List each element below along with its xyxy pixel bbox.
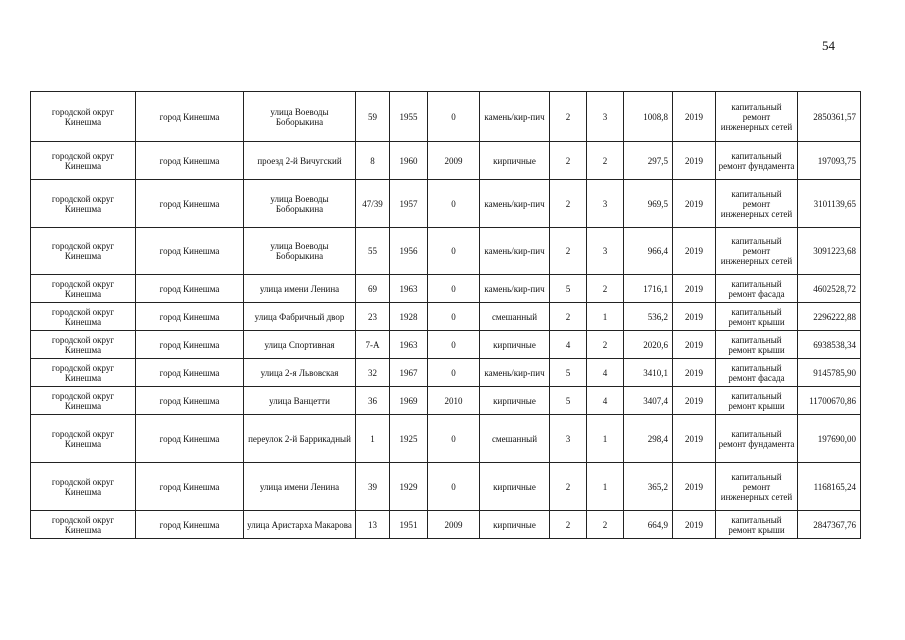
district-cell: городской округ Кинешма (31, 359, 136, 387)
table-body (31, 92, 861, 539)
city-cell: город Кинешма (136, 359, 244, 387)
street-cell: улица Аристарха Макарова (244, 511, 356, 539)
cost-cell: 3091223,68 (798, 228, 861, 275)
table-row (31, 275, 861, 303)
district-cell: городской округ Кинешма (31, 275, 136, 303)
street-cell: улица Воеводы Боборыкина (244, 180, 356, 228)
area-cell: 536,2 (624, 303, 673, 331)
floors-cell: 2 (550, 180, 587, 228)
floors-cell: 2 (550, 228, 587, 275)
entrances-cell: 1 (587, 303, 624, 331)
work-type-cell: капитальный ремонт крыши (716, 387, 798, 415)
entrances-cell: 1 (587, 463, 624, 511)
year-built-cell: 1969 (390, 387, 428, 415)
area-cell: 298,4 (624, 415, 673, 463)
wall-material-cell: камень/кир-пич (480, 92, 550, 142)
area-cell: 966,4 (624, 228, 673, 275)
plan-year-cell: 2019 (673, 275, 716, 303)
work-type-cell: капитальный ремонт крыши (716, 331, 798, 359)
cost-cell: 1168165,24 (798, 463, 861, 511)
last-repair-year-cell: 0 (428, 463, 480, 511)
table-row (31, 511, 861, 539)
city-cell: город Кинешма (136, 275, 244, 303)
work-type-cell: капитальный ремонт фундамента (716, 142, 798, 180)
house-number-cell: 1 (356, 415, 390, 463)
area-cell: 1716,1 (624, 275, 673, 303)
table-row (31, 180, 861, 228)
cost-cell: 2850361,57 (798, 92, 861, 142)
last-repair-year-cell: 0 (428, 275, 480, 303)
wall-material-cell: кирпичные (480, 331, 550, 359)
wall-material-cell: кирпичные (480, 463, 550, 511)
year-built-cell: 1951 (390, 511, 428, 539)
wall-material-cell: кирпичные (480, 387, 550, 415)
city-cell: город Кинешма (136, 92, 244, 142)
cost-cell: 197093,75 (798, 142, 861, 180)
table-row (31, 92, 861, 142)
floors-cell: 2 (550, 463, 587, 511)
floors-cell: 5 (550, 387, 587, 415)
plan-year-cell: 2019 (673, 415, 716, 463)
cost-cell: 11700670,86 (798, 387, 861, 415)
last-repair-year-cell: 0 (428, 303, 480, 331)
work-type-cell: капитальный ремонт инженерных сетей (716, 180, 798, 228)
wall-material-cell: камень/кир-пич (480, 359, 550, 387)
city-cell: город Кинешма (136, 511, 244, 539)
entrances-cell: 4 (587, 387, 624, 415)
street-cell: улица Ванцетти (244, 387, 356, 415)
entrances-cell: 4 (587, 359, 624, 387)
plan-year-cell: 2019 (673, 331, 716, 359)
area-cell: 969,5 (624, 180, 673, 228)
house-number-cell: 32 (356, 359, 390, 387)
floors-cell: 5 (550, 275, 587, 303)
city-cell: город Кинешма (136, 415, 244, 463)
year-built-cell: 1928 (390, 303, 428, 331)
work-type-cell: капитальный ремонт крыши (716, 303, 798, 331)
table-row (31, 359, 861, 387)
page-number: 54 (822, 38, 835, 53)
floors-cell: 2 (550, 92, 587, 142)
house-number-cell: 7-А (356, 331, 390, 359)
house-number-cell: 55 (356, 228, 390, 275)
last-repair-year-cell: 2009 (428, 142, 480, 180)
cost-cell: 2847367,76 (798, 511, 861, 539)
wall-material-cell: камень/кир-пич (480, 228, 550, 275)
entrances-cell: 3 (587, 180, 624, 228)
repair-registry-table (30, 91, 861, 539)
table-row (31, 228, 861, 275)
cost-cell: 197690,00 (798, 415, 861, 463)
floors-cell: 4 (550, 331, 587, 359)
plan-year-cell: 2019 (673, 142, 716, 180)
floors-cell: 2 (550, 303, 587, 331)
table-row (31, 463, 861, 511)
plan-year-cell: 2019 (673, 92, 716, 142)
last-repair-year-cell: 2009 (428, 511, 480, 539)
cost-cell: 9145785,90 (798, 359, 861, 387)
plan-year-cell: 2019 (673, 359, 716, 387)
cost-cell: 4602528,72 (798, 275, 861, 303)
district-cell: городской округ Кинешма (31, 463, 136, 511)
year-built-cell: 1960 (390, 142, 428, 180)
house-number-cell: 13 (356, 511, 390, 539)
city-cell: город Кинешма (136, 387, 244, 415)
wall-material-cell: смешанный (480, 303, 550, 331)
plan-year-cell: 2019 (673, 387, 716, 415)
house-number-cell: 39 (356, 463, 390, 511)
entrances-cell: 3 (587, 228, 624, 275)
last-repair-year-cell: 0 (428, 359, 480, 387)
entrances-cell: 2 (587, 275, 624, 303)
house-number-cell: 36 (356, 387, 390, 415)
floors-cell: 5 (550, 359, 587, 387)
district-cell: городской округ Кинешма (31, 303, 136, 331)
city-cell: город Кинешма (136, 142, 244, 180)
district-cell: городской округ Кинешма (31, 331, 136, 359)
street-cell: улица Фабричный двор (244, 303, 356, 331)
plan-year-cell: 2019 (673, 303, 716, 331)
plan-year-cell: 2019 (673, 511, 716, 539)
cost-cell: 3101139,65 (798, 180, 861, 228)
year-built-cell: 1963 (390, 275, 428, 303)
area-cell: 3410,1 (624, 359, 673, 387)
house-number-cell: 69 (356, 275, 390, 303)
street-cell: проезд 2-й Вичугский (244, 142, 356, 180)
table-row (31, 415, 861, 463)
street-cell: улица имени Ленина (244, 463, 356, 511)
street-cell: улица Спортивная (244, 331, 356, 359)
district-cell: городской округ Кинешма (31, 142, 136, 180)
wall-material-cell: смешанный (480, 415, 550, 463)
year-built-cell: 1955 (390, 92, 428, 142)
last-repair-year-cell: 0 (428, 228, 480, 275)
last-repair-year-cell: 0 (428, 180, 480, 228)
plan-year-cell: 2019 (673, 180, 716, 228)
street-cell: улица 2-я Львовская (244, 359, 356, 387)
year-built-cell: 1925 (390, 415, 428, 463)
last-repair-year-cell: 0 (428, 92, 480, 142)
city-cell: город Кинешма (136, 228, 244, 275)
entrances-cell: 2 (587, 331, 624, 359)
work-type-cell: капитальный ремонт инженерных сетей (716, 463, 798, 511)
district-cell: городской округ Кинешма (31, 511, 136, 539)
table-row (31, 303, 861, 331)
entrances-cell: 2 (587, 142, 624, 180)
wall-material-cell: кирпичные (480, 511, 550, 539)
city-cell: город Кинешма (136, 331, 244, 359)
year-built-cell: 1956 (390, 228, 428, 275)
work-type-cell: капитальный ремонт инженерных сетей (716, 92, 798, 142)
house-number-cell: 8 (356, 142, 390, 180)
entrances-cell: 2 (587, 511, 624, 539)
district-cell: городской округ Кинешма (31, 387, 136, 415)
floors-cell: 2 (550, 511, 587, 539)
year-built-cell: 1957 (390, 180, 428, 228)
district-cell: городской округ Кинешма (31, 180, 136, 228)
year-built-cell: 1963 (390, 331, 428, 359)
district-cell: городской округ Кинешма (31, 228, 136, 275)
plan-year-cell: 2019 (673, 463, 716, 511)
wall-material-cell: камень/кир-пич (480, 275, 550, 303)
last-repair-year-cell: 2010 (428, 387, 480, 415)
last-repair-year-cell: 0 (428, 331, 480, 359)
work-type-cell: капитальный ремонт крыши (716, 511, 798, 539)
table-row (31, 331, 861, 359)
entrances-cell: 3 (587, 92, 624, 142)
cost-cell: 6938538,34 (798, 331, 861, 359)
entrances-cell: 1 (587, 415, 624, 463)
plan-year-cell: 2019 (673, 228, 716, 275)
work-type-cell: капитальный ремонт инженерных сетей (716, 228, 798, 275)
area-cell: 1008,8 (624, 92, 673, 142)
floors-cell: 3 (550, 415, 587, 463)
house-number-cell: 23 (356, 303, 390, 331)
district-cell: городской округ Кинешма (31, 92, 136, 142)
table-row (31, 142, 861, 180)
city-cell: город Кинешма (136, 303, 244, 331)
street-cell: улица имени Ленина (244, 275, 356, 303)
floors-cell: 2 (550, 142, 587, 180)
street-cell: улица Воеводы Боборыкина (244, 228, 356, 275)
house-number-cell: 47/39 (356, 180, 390, 228)
street-cell: улица Воеводы Боборыкина (244, 92, 356, 142)
house-number-cell: 59 (356, 92, 390, 142)
city-cell: город Кинешма (136, 180, 244, 228)
work-type-cell: капитальный ремонт фасада (716, 275, 798, 303)
area-cell: 3407,4 (624, 387, 673, 415)
last-repair-year-cell: 0 (428, 415, 480, 463)
street-cell: переулок 2-й Баррикадный (244, 415, 356, 463)
area-cell: 664,9 (624, 511, 673, 539)
work-type-cell: капитальный ремонт фасада (716, 359, 798, 387)
wall-material-cell: кирпичные (480, 142, 550, 180)
city-cell: город Кинешма (136, 463, 244, 511)
table-row (31, 387, 861, 415)
work-type-cell: капитальный ремонт фундамента (716, 415, 798, 463)
area-cell: 365,2 (624, 463, 673, 511)
wall-material-cell: камень/кир-пич (480, 180, 550, 228)
year-built-cell: 1967 (390, 359, 428, 387)
cost-cell: 2296222,88 (798, 303, 861, 331)
area-cell: 297,5 (624, 142, 673, 180)
year-built-cell: 1929 (390, 463, 428, 511)
area-cell: 2020,6 (624, 331, 673, 359)
district-cell: городской округ Кинешма (31, 415, 136, 463)
